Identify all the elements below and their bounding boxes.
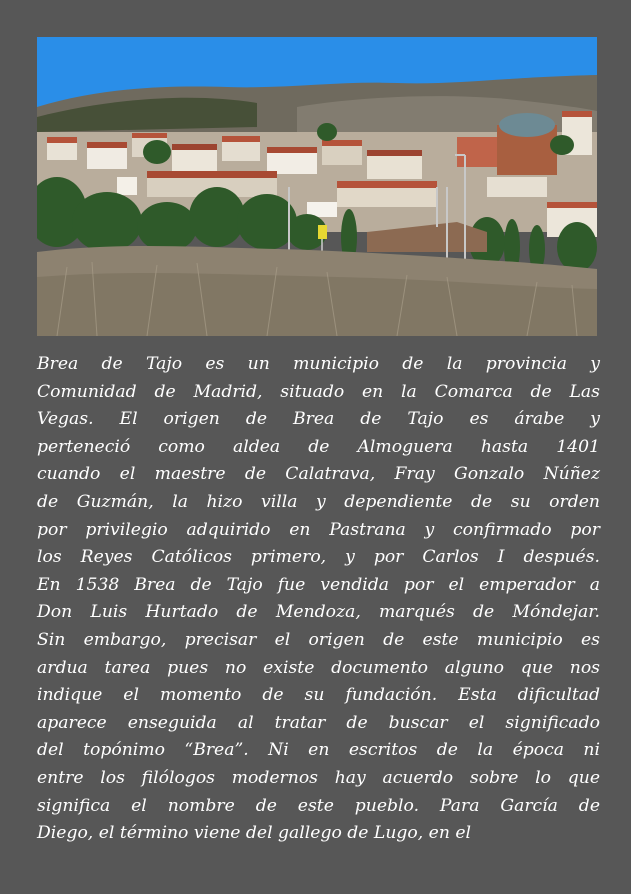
text-line: Diego, el término viene del gallego de Lugo, en el	[37, 823, 472, 844]
text-line: indique el momento de su fundación. Esta dificultad	[37, 685, 600, 706]
text-line: por privilegio adquirido en Pastrana y confirmado por	[37, 519, 600, 540]
town-photo	[37, 37, 597, 336]
text-line: los Reyes Católicos primero, y por Carlos I después.	[37, 547, 600, 568]
text-line: cuando el maestre de Calatrava, Fray Gonzalo Núñez	[37, 464, 600, 485]
article-text	[37, 351, 600, 848]
text-line: perteneció como aldea de Almoguera hasta 1401	[37, 436, 600, 457]
town-landscape-image	[37, 37, 597, 336]
text-line: significa el nombre de este pueblo. Para García de	[37, 795, 600, 816]
text-line: Comunidad de Madrid, situado en la Comarca de Las	[37, 381, 600, 402]
text-line: Don Luis Hurtado de Mendoza, marqués de Móndejar.	[37, 602, 600, 623]
text-line: Sin embargo, precisar el origen de este municipio es	[37, 629, 600, 650]
text-line: Vegas. El origen de Brea de Tajo es árabe y	[37, 409, 600, 430]
road-sign	[318, 225, 327, 239]
text-line: En 1538 Brea de Tajo fue vendida por el emperador a	[37, 574, 600, 595]
text-line: ardua tarea pues no existe documento alguno que nos	[37, 657, 600, 678]
text-line: Brea de Tajo es un municipio de la provincia y	[37, 354, 600, 374]
text-line: aparece enseguida al tratar de buscar el significado	[37, 712, 600, 733]
text-line: de Guzmán, la hizo villa y dependiente de su orden	[37, 491, 600, 512]
text-line: entre los filólogos modernos hay acuerdo sobre lo que	[37, 767, 600, 788]
text-line: del topónimo “Brea”. Ni en escritos de la época ni	[37, 740, 600, 761]
